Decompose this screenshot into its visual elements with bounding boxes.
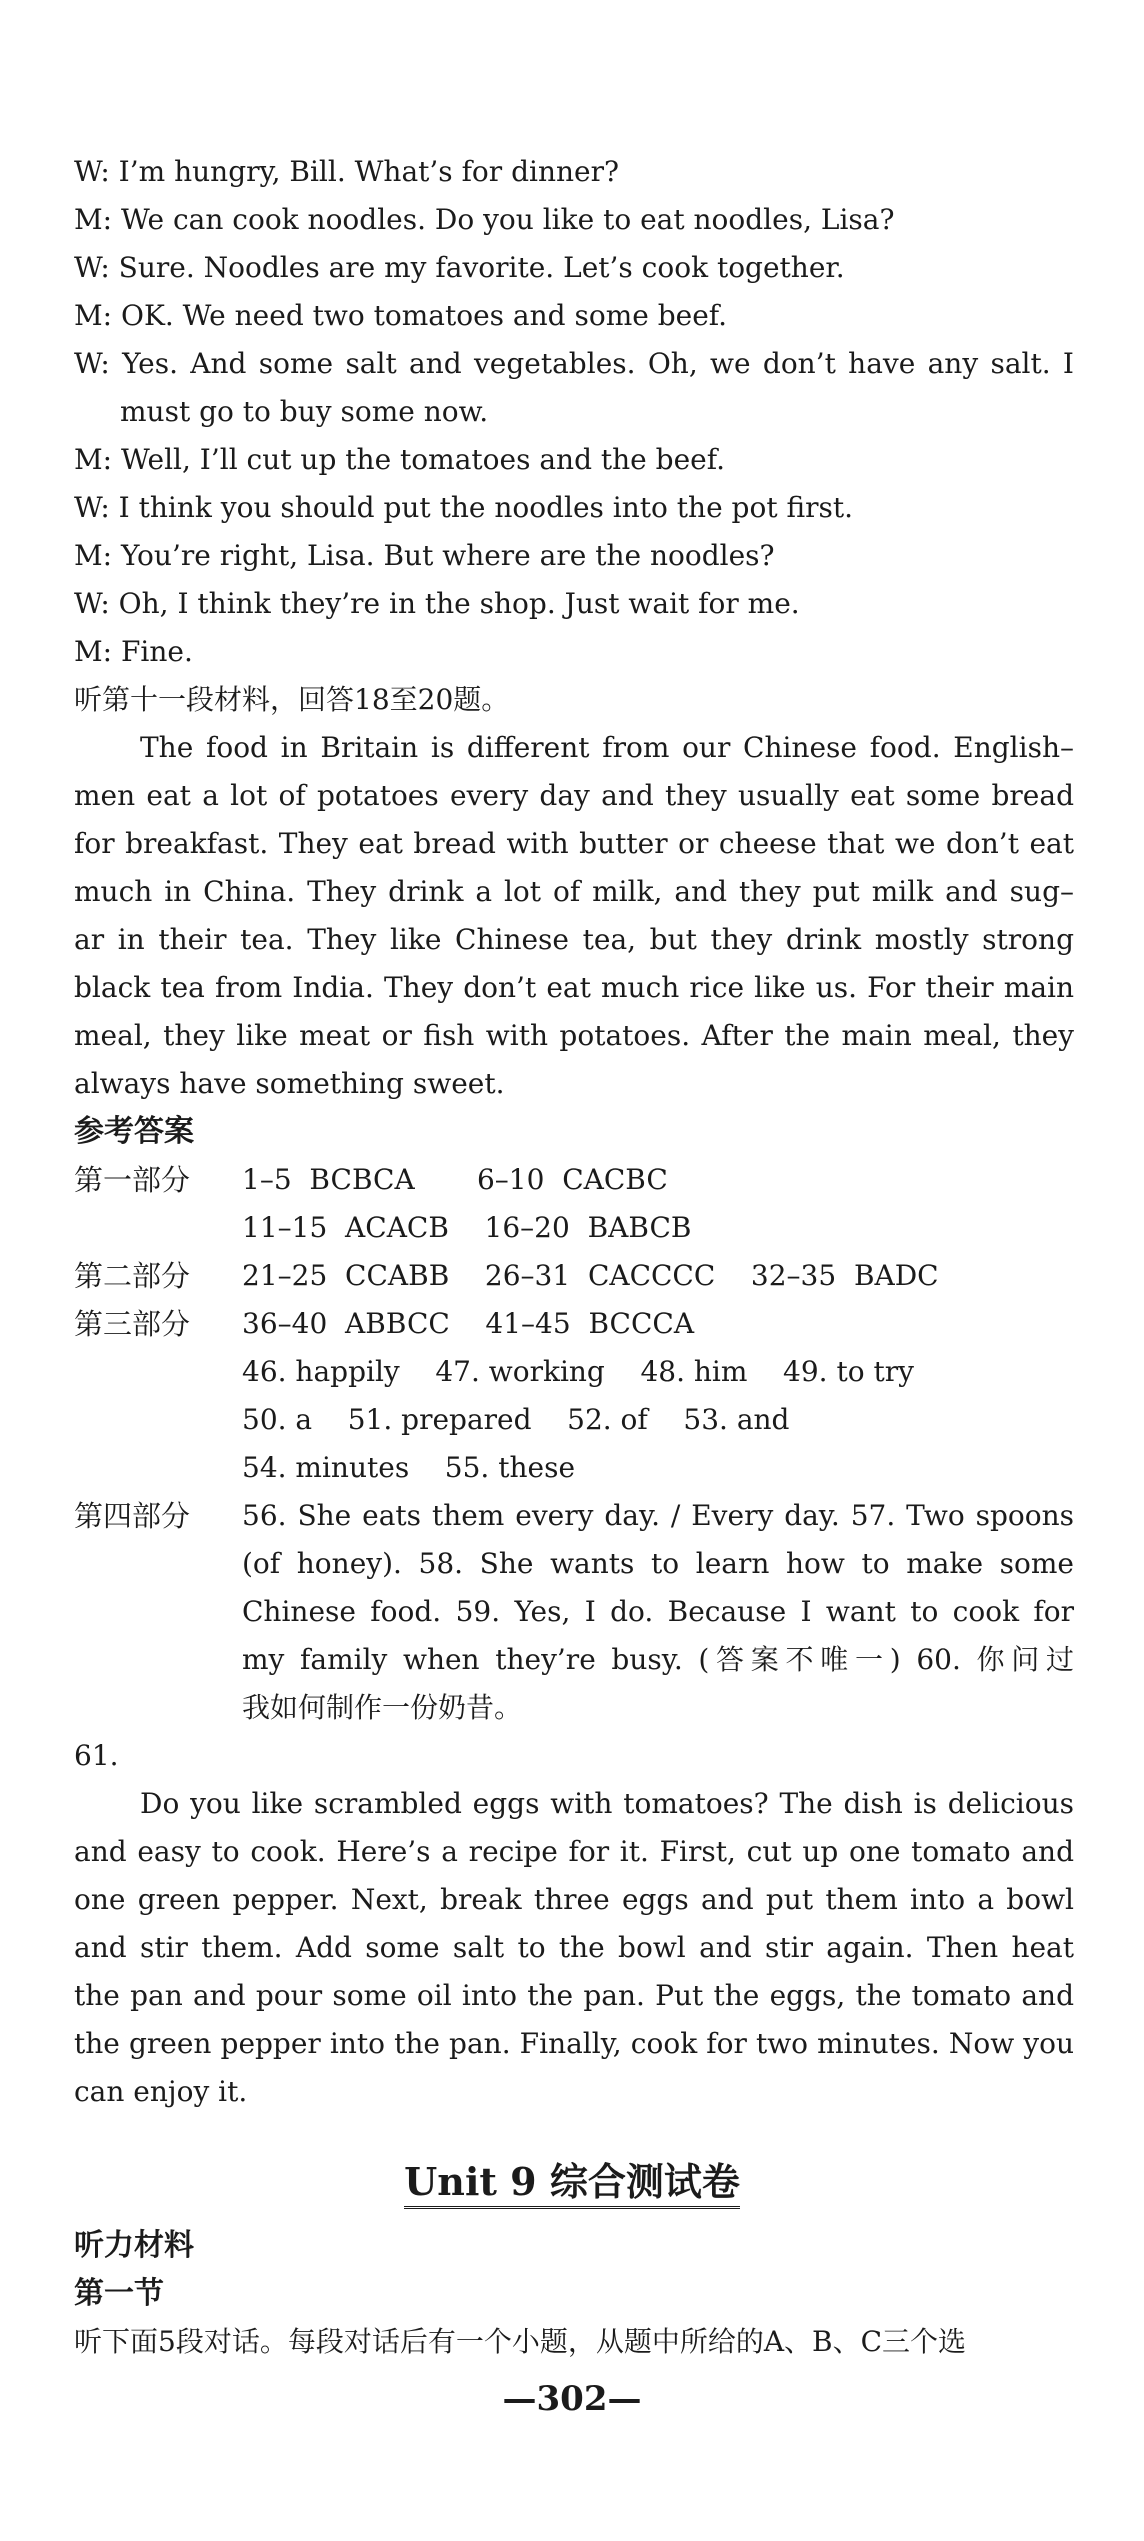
- essay-line: and stir them. Add some salt to the bowl and stir again. Then heat: [74, 1931, 1074, 1964]
- part3-label: 第三部分: [74, 1307, 191, 1341]
- part2-answers: 21–25 CCABB 26–31 CACCCC 32–35 BADC: [242, 1259, 939, 1292]
- dialogue-line: M: You’re right, Lisa. But where are the noodles?: [74, 539, 775, 572]
- essay-line: the pan and pour some oil into the pan. Put the eggs, the tomato and: [74, 1979, 1074, 2012]
- part2-label: 第二部分: [74, 1259, 191, 1293]
- part4-answers: (of honey). 58. She wants to learn how to make some: [242, 1547, 1074, 1580]
- part4-answers: my family when they’re busy. (答案不唯一) 60. 你问过: [242, 1643, 1074, 1676]
- dialogue-line: M: OK. We need two tomatoes and some beef.: [74, 299, 728, 332]
- listening-heading: 听力材料: [74, 2228, 194, 2263]
- dialogue-line: W: Oh, I think they’re in the shop. Just wait for me.: [74, 587, 800, 620]
- part1-answers: 11–15 ACACB 16–20 BABCB: [242, 1211, 692, 1244]
- passage-line: always have something sweet.: [74, 1067, 505, 1100]
- part4-answers: 56. She eats them every day. / Every day. 57. Two spoons: [242, 1499, 1074, 1532]
- dialogue-line: W: I’m hungry, Bill. What’s for dinner?: [74, 155, 619, 188]
- unit-title: [0, 2154, 1144, 2210]
- dialogue-line: W: Sure. Noodles are my favorite. Let’s cook together.: [74, 251, 845, 284]
- unit-title-text: Unit 9 综合测试卷: [404, 2159, 740, 2209]
- passage-line: black tea from India. They don’t eat much rice like us. For their main: [74, 971, 1074, 1004]
- passage-line: meal, they like meat or fish with potatoes. After the main meal, they: [74, 1019, 1074, 1052]
- dialogue-line: M: Fine.: [74, 635, 193, 668]
- dialogue-line: W: Yes. And some salt and vegetables. Oh, we don’t have any salt. I: [74, 347, 1074, 380]
- part4-label: 第四部分: [74, 1499, 191, 1533]
- passage-line: much in China. They drink a lot of milk, and they put milk and sug–: [74, 875, 1074, 908]
- part3-answers: 46. happily 47. working 48. him 49. to try: [242, 1355, 914, 1388]
- part1-answers: 1–5 BCBCA 6–10 CACBC: [242, 1163, 668, 1196]
- passage-line: men eat a lot of potatoes every day and they usually eat some bread: [74, 779, 1074, 812]
- passage-line: for breakfast. They eat bread with butter or cheese that we don’t eat: [74, 827, 1074, 860]
- passage-line: ar in their tea. They like Chinese tea, but they drink mostly strong: [74, 923, 1074, 956]
- part4-answers: 我如何制作一份奶昔。: [242, 1691, 523, 1724]
- part3-answers: 54. minutes 55. these: [242, 1451, 576, 1484]
- q61-label: 61.: [74, 1739, 119, 1772]
- essay-line: can enjoy it.: [74, 2075, 248, 2108]
- dialogue-line: M: We can cook noodles. Do you like to eat noodles, Lisa?: [74, 203, 895, 236]
- dialogue-line: must go to buy some now.: [120, 395, 489, 428]
- section1-instruction: 听下面5段对话。每段对话后有一个小题，从题中所给的A、B、C三个选: [74, 2325, 967, 2358]
- answers-heading: 参考答案: [74, 1114, 194, 1149]
- part3-answers: 50. a 51. prepared 52. of 53. and: [242, 1403, 790, 1436]
- section-heading: 听第十一段材料，回答18至20题。: [74, 683, 510, 716]
- essay-line: and easy to cook. Here’s a recipe for it. First, cut up one tomato and: [74, 1835, 1074, 1868]
- dialogue-line: M: Well, I’ll cut up the tomatoes and the beef.: [74, 443, 725, 476]
- page-number: —302—: [502, 2379, 642, 2419]
- passage-line: The food in Britain is different from our Chinese food. English–: [140, 731, 1074, 764]
- essay-line: one green pepper. Next, break three eggs and put them into a bowl: [74, 1883, 1074, 1916]
- part1-label: 第一部分: [74, 1163, 191, 1197]
- part4-answers: Chinese food. 59. Yes, I do. Because I want to cook for: [242, 1595, 1074, 1628]
- essay-line: Do you like scrambled eggs with tomatoes? The dish is delicious: [140, 1787, 1074, 1820]
- essay-line: the green pepper into the pan. Finally, cook for two minutes. Now you: [74, 2027, 1074, 2060]
- section1-heading: 第一节: [74, 2276, 164, 2311]
- part3-answers: 36–40 ABBCC 41–45 BCCCA: [242, 1307, 695, 1340]
- dialogue-line: W: I think you should put the noodles into the pot first.: [74, 491, 854, 524]
